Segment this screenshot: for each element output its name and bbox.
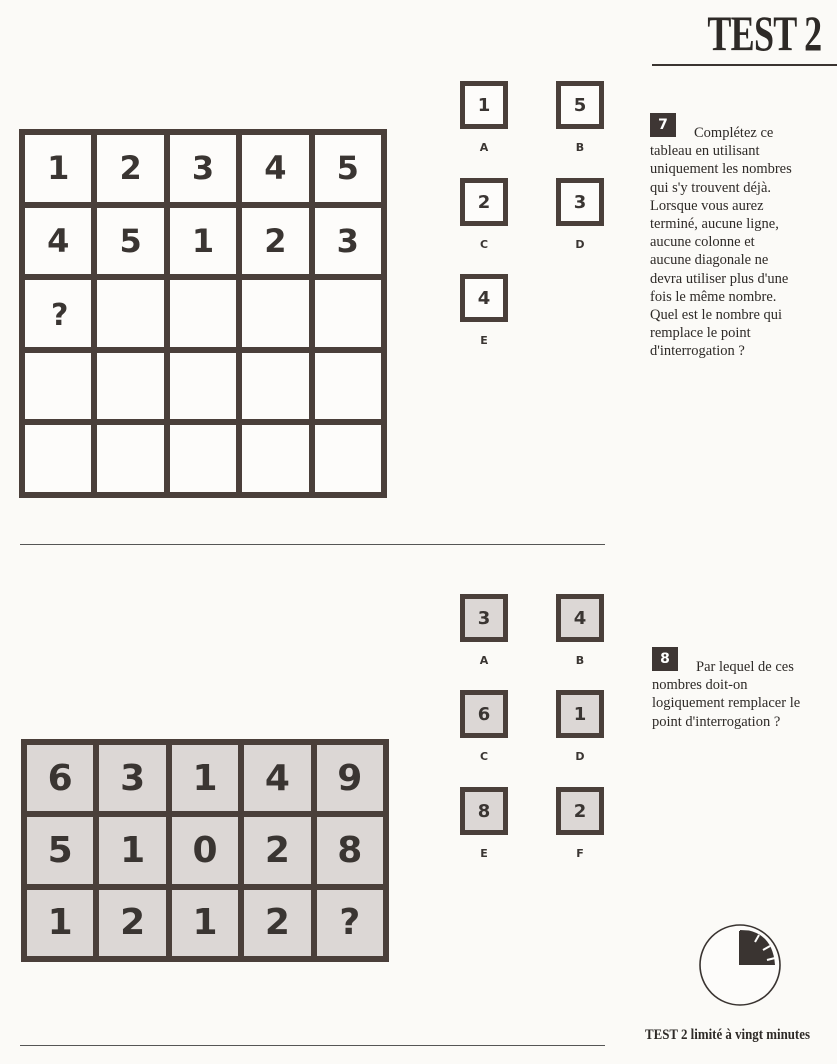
q8-cell-r3-c2: 2 — [99, 890, 165, 956]
q7-option-box: 4 — [460, 274, 508, 322]
q8-option-label: D — [575, 750, 585, 763]
q7-cell-r2-c5: 3 — [315, 208, 381, 275]
question-text-line: qui s'y trouvent déjà. — [650, 179, 772, 196]
q7-option-label: C — [479, 238, 489, 251]
q7-number-grid — [19, 129, 387, 498]
q8-number-grid — [21, 739, 389, 962]
q7-cell-r4-c4 — [242, 353, 308, 420]
q8-option-e[interactable] — [455, 787, 513, 860]
q8-option-label: B — [575, 654, 585, 667]
q7-cell-r3-c1: ? — [25, 280, 91, 347]
q8-cell-r3-c5: ? — [317, 890, 383, 956]
question-text-line: nombres doit-on — [652, 677, 748, 694]
q8-cell-r1-c2: 3 — [99, 745, 165, 811]
q7-number-badge: 7 — [650, 113, 676, 137]
q8-cell-r1-c3: 1 — [172, 745, 238, 811]
section-divider — [20, 544, 605, 545]
q7-cell-r1-c4: 4 — [242, 135, 308, 202]
q7-cell-r2-c1: 4 — [25, 208, 91, 275]
q8-cell-r2-c1: 5 — [27, 817, 93, 883]
q7-cell-r3-c4 — [242, 280, 308, 347]
q7-option-label: A — [479, 141, 489, 154]
q7-cell-r3-c3 — [170, 280, 236, 347]
q7-question-text — [650, 124, 792, 361]
q7-option-c[interactable] — [455, 178, 513, 251]
q7-cell-r4-c1 — [25, 353, 91, 420]
q8-option-box: 6 — [460, 690, 508, 738]
q7-option-b[interactable] — [551, 81, 609, 154]
q8-option-box: 4 — [556, 594, 604, 642]
q7-cell-r1-c1: 1 — [25, 135, 91, 202]
q7-option-label: D — [575, 238, 585, 251]
q8-cell-r2-c3: 0 — [172, 817, 238, 883]
question-text-line: terminé, aucune ligne, — [650, 216, 779, 233]
question-text-line: remplace le point — [650, 325, 751, 342]
q8-cell-r3-c3: 1 — [172, 890, 238, 956]
question-text-line: uniquement les nombres — [650, 161, 792, 178]
question-text-line: logiquement remplacer le — [652, 695, 801, 712]
q7-cell-r2-c4: 2 — [242, 208, 308, 275]
q7-option-box: 5 — [556, 81, 604, 129]
q7-cell-r3-c2 — [97, 280, 163, 347]
q7-option-e[interactable] — [455, 274, 513, 347]
q8-option-box: 2 — [556, 787, 604, 835]
question-text-line: Par lequel de ces — [696, 659, 794, 675]
q8-option-box: 1 — [556, 690, 604, 738]
q7-cell-r1-c5: 5 — [315, 135, 381, 202]
q8-option-label: F — [576, 847, 584, 860]
q8-cell-r1-c5: 9 — [317, 745, 383, 811]
q8-cell-r2-c5: 8 — [317, 817, 383, 883]
question-text-line: Complétez ce — [694, 125, 774, 141]
q8-option-c[interactable] — [455, 690, 513, 763]
q8-option-b[interactable] — [551, 594, 609, 667]
q8-option-d[interactable] — [551, 690, 609, 763]
q7-option-d[interactable] — [551, 178, 609, 251]
q8-cell-r2-c2: 1 — [99, 817, 165, 883]
q7-cell-r5-c3 — [170, 425, 236, 492]
question-text-line: point d'interrogation ? — [652, 713, 781, 730]
q8-option-box: 3 — [460, 594, 508, 642]
q7-option-label: E — [480, 334, 488, 347]
question-text-line: Quel est le nombre qui — [650, 307, 783, 324]
q7-cell-r4-c5 — [315, 353, 381, 420]
q8-option-a[interactable] — [455, 594, 513, 667]
question-text-line: fois le même nombre. — [650, 288, 777, 305]
q7-cell-r5-c4 — [242, 425, 308, 492]
q8-question-text — [652, 658, 800, 731]
q7-option-box: 3 — [556, 178, 604, 226]
q7-cell-r3-c5 — [315, 280, 381, 347]
question-text-line: tableau en utilisant — [650, 143, 760, 160]
q7-cell-r5-c5 — [315, 425, 381, 492]
q8-number-badge: 8 — [652, 647, 678, 671]
question-text-line: aucune diagonale ne — [650, 252, 769, 269]
time-limit-note: TEST 2 limité à vingt minutes — [645, 1027, 810, 1043]
question-text-line: devra utiliser plus d'une — [650, 270, 789, 287]
q7-cell-r4-c3 — [170, 353, 236, 420]
timer-icon — [697, 922, 783, 1008]
title-underline — [652, 64, 837, 66]
q7-option-a[interactable] — [455, 81, 513, 154]
q8-option-f[interactable] — [551, 787, 609, 860]
question-text-line: d'interrogation ? — [650, 343, 745, 360]
q8-cell-r1-c1: 6 — [27, 745, 93, 811]
q7-option-box: 2 — [460, 178, 508, 226]
test-title: TEST 2 — [706, 5, 821, 61]
q7-cell-r5-c1 — [25, 425, 91, 492]
q8-option-label: A — [479, 654, 489, 667]
question-text-line: Lorsque vous aurez — [650, 197, 764, 214]
q7-cell-r5-c2 — [97, 425, 163, 492]
q7-cell-r2-c3: 1 — [170, 208, 236, 275]
q7-option-box: 1 — [460, 81, 508, 129]
q7-cell-r2-c2: 5 — [97, 208, 163, 275]
q7-cell-r1-c2: 2 — [97, 135, 163, 202]
q8-option-label: C — [479, 750, 489, 763]
question-text-line: aucune colonne et — [650, 234, 755, 251]
bottom-divider — [20, 1045, 605, 1046]
q7-cell-r4-c2 — [97, 353, 163, 420]
q8-cell-r3-c4: 2 — [244, 890, 310, 956]
q8-option-label: E — [480, 847, 488, 860]
q8-cell-r2-c4: 2 — [244, 817, 310, 883]
q7-option-label: B — [575, 141, 585, 154]
q8-cell-r1-c4: 4 — [244, 745, 310, 811]
q7-cell-r1-c3: 3 — [170, 135, 236, 202]
q8-cell-r3-c1: 1 — [27, 890, 93, 956]
q8-option-box: 8 — [460, 787, 508, 835]
